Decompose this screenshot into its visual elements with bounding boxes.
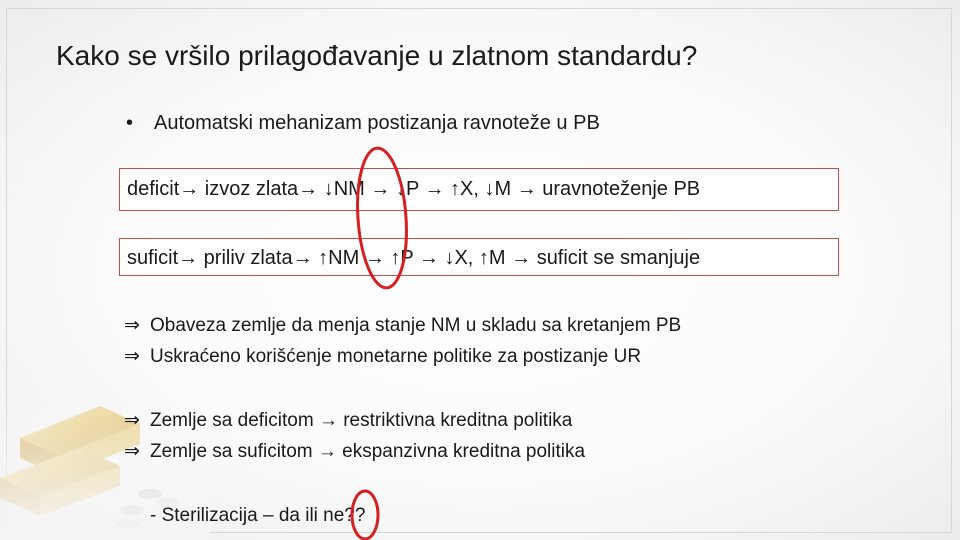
bullet-point: [126, 112, 600, 135]
implies-icon: ⇒: [124, 410, 140, 431]
sterilization-question: - Sterilizacija – da ili ne??: [150, 505, 366, 526]
slide-title: Kako se vršilo prilagođavanje u zlatnom standardu?: [56, 40, 698, 71]
policy-text-deficit: Zemlje sa deficitom → restriktivna kreditna politika: [150, 410, 573, 431]
implies-icon: ⇒: [124, 346, 140, 367]
implication-text-1: Obaveza zemlje da menja stanje NM u skladu sa kretanjem PB: [150, 315, 682, 336]
policy-line-surplus: [124, 440, 585, 463]
implies-icon: ⇒: [124, 441, 140, 462]
implication-line-1: [124, 314, 681, 337]
bullet-marker: •: [126, 112, 134, 134]
policy-text-surplus: Zemlje sa suficitom → ekspanzivna kreditna politika: [150, 441, 586, 462]
policy-line-deficit: [124, 409, 572, 432]
deficit-mechanism-box: deficit→ izvoz zlata→ ↓NM → ↓P → ↑X, ↓M → uravnoteženje PB: [119, 168, 839, 211]
implies-icon: ⇒: [124, 315, 140, 336]
surplus-mechanism-box: suficit→ priliv zlata→ ↑NM → ↑P → ↓X, ↑M → suficit se smanjuje: [119, 238, 839, 276]
bullet-text: Automatski mehanizam postizanja ravnoteže u PB: [154, 112, 600, 134]
implication-text-2: Uskraćeno korišćenje monetarne politike za postizanje UR: [150, 346, 642, 367]
implication-line-2: [124, 345, 641, 368]
